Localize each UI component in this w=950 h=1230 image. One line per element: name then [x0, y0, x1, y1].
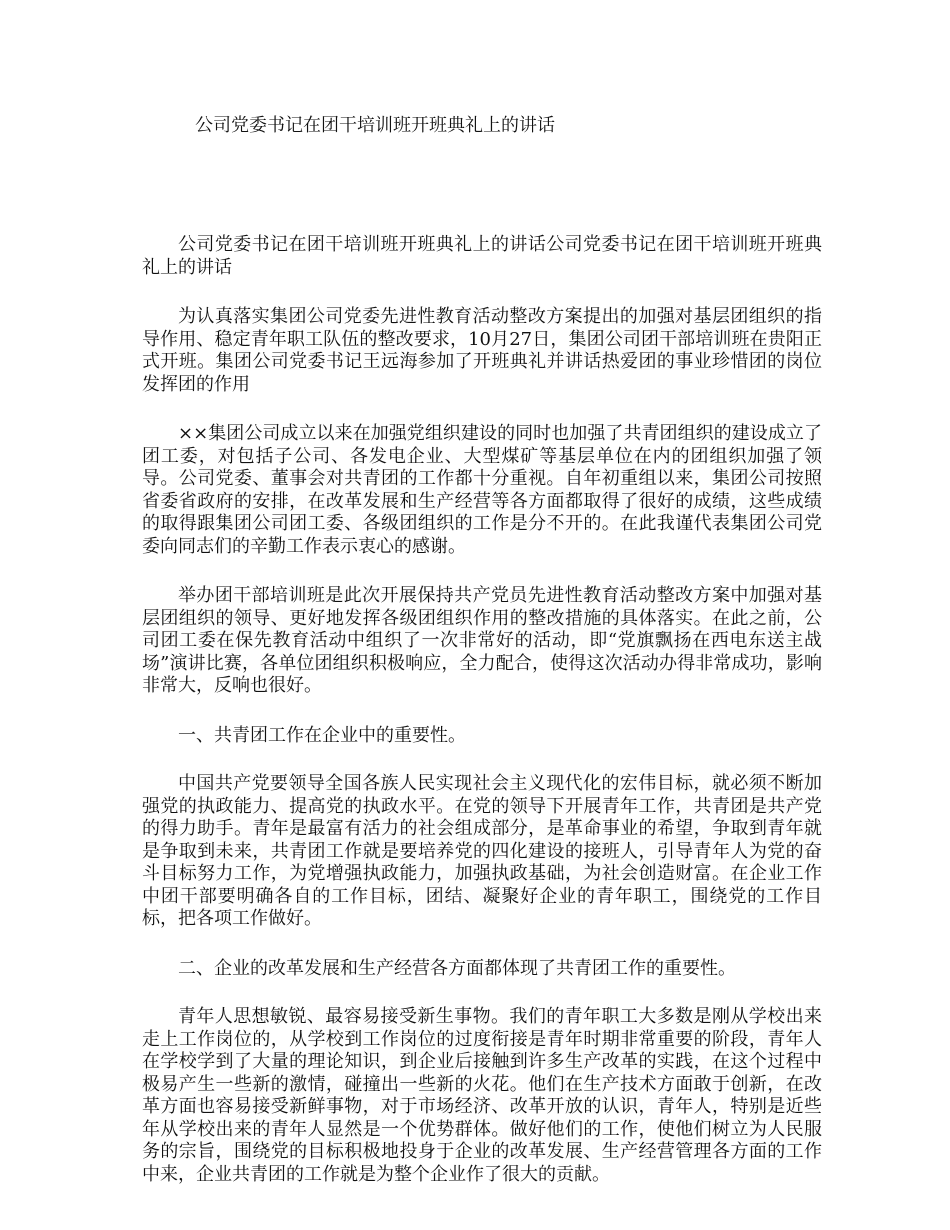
paragraph-intro: 为认真落实集团公司党委先进性教育活动整改方案提出的加强对基层团组织的指导作用、稳定青年职工队伍的整改要求，10月27日，集团公司团干部培训班在贵阳正式开班。集团公司党委书记王远海参加了开班典礼并讲话热爱团的事业珍惜团的岗位发挥团的作用	[142, 306, 822, 395]
paragraph-importance: 中国共产党要领导全国各族人民实现社会主义现代化的宏伟目标，就必须不断加强党的执政能力、提高党的执政水平。在党的领导下开展青年工作，共青团是共产党的得力助手。青年是最富有活力的社会组成部分，是革命事业的希望，争取到青年就是争取到未来，共青团工作就是要培养党的四化建设的接班人，引导青年人为党的奋斗目标努力工作，为党增强执政能力，加强执政基础，为社会创造财富。在企业工作中团干部要明确各自的工作目标，团结、凝聚好企业的青年职工，围绕党的工作目标，把各项工作做好。	[142, 773, 822, 929]
section-heading-1: 一、共青团工作在企业中的重要性。	[178, 724, 466, 746]
paragraph-training-class: 举办团干部培训班是此次开展保持共产党员先进性教育活动整改方案中加强对基层团组织的领导、更好地发挥各级团组织作用的整改措施的具体落实。在此之前，公司团工委在保先教育活动中组织了一次非常好的活动，即“党旗飘扬在西电东送主战场”演讲比赛，各单位团组织积极响应，全力配合，使得这次活动办得非常成功，影响非常大，反响也很好。	[142, 585, 822, 696]
document-title: 公司党委书记在团干培训班开班典礼上的讲话	[195, 115, 555, 136]
document-body	[142, 234, 822, 1213]
paragraph-group-history: ××集团公司成立以来在加强党组织建设的同时也加强了共青团组织的建设成立了团工委，对包括子公司、各发电企业、大型煤矿等基层单位在内的团组织加强了领导。公司党委、董事会对共青团的工作都十分重视。自年初重组以来，集团公司按照省委省政府的安排，在改革发展和生产经营等各方面都取得了很好的成绩，这些成绩的取得跟集团公司团工委、各级团组织的工作是分不开的。在此我谨代表集团公司党委向同志们的辛勤工作表示衷心的感谢。	[142, 423, 822, 557]
paragraph-youth: 青年人思想敏锐、最容易接受新生事物。我们的青年职工大多数是刚从学校出来走上工作岗位的，从学校到工作岗位的过度衔接是青年时期非常重要的阶段，青年人在学校学到了大量的理论知识，到企业后接触到许多生产改革的实践，在这个过程中极易产生一些新的激情，碰撞出一些新的火花。他们在生产技术方面敢于创新，在改革方面也容易接受新鲜事物，对于市场经济、改革开放的认识，青年人，特别是近些年从学校出来的青年人显然是一个优势群体。做好他们的工作，使他们树立为人民服务的宗旨，围绕党的目标积极地投身于企业的改革发展、生产经营管理各方面的工作中来，企业共青团的工作就是为整个企业作了很大的贡献。	[142, 1006, 822, 1185]
section-heading-2: 二、企业的改革发展和生产经营各方面都体现了共青团工作的重要性。	[178, 957, 736, 979]
paragraph-subtitle: 公司党委书记在团干培训班开班典礼上的讲话公司党委书记在团干培训班开班典礼上的讲话	[142, 234, 822, 278]
